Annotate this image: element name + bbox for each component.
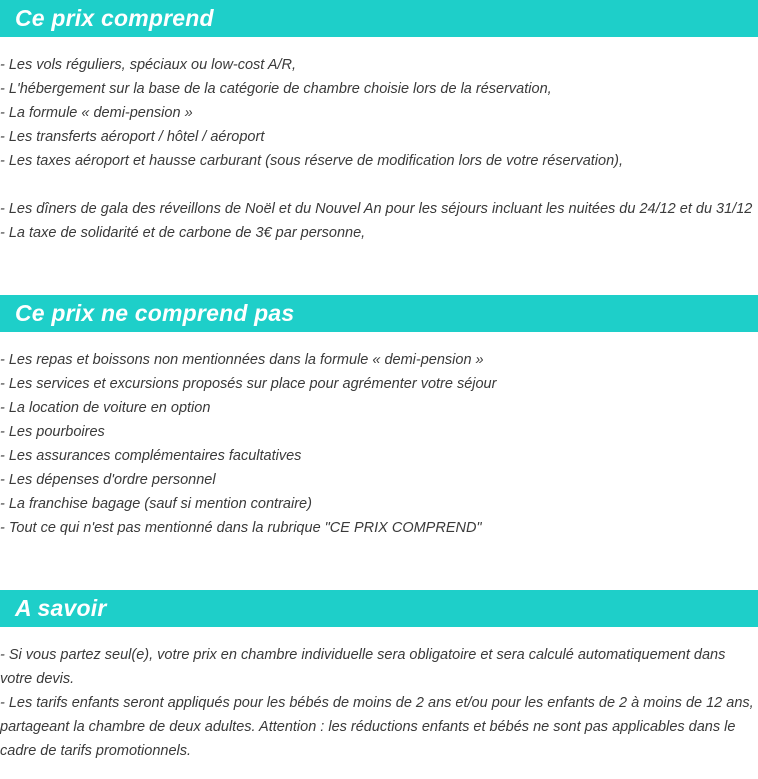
- list-item: - La location de voiture en option: [0, 400, 211, 416]
- section-title: A savoir: [15, 595, 107, 621]
- section-body: [0, 53, 758, 245]
- list-item: - Les services et excursions proposés sur place pour agrémenter votre séjour: [0, 376, 497, 392]
- list-item: - La taxe de solidarité et de carbone de 3€ par personne,: [0, 225, 366, 241]
- list-item: - Les dîners de gala des réveillons de Noël et du Nouvel An pour les séjours incluant les nuitées du 24/12 et du 31/12: [0, 201, 753, 217]
- list-item: - Tout ce qui n'est pas mentionné dans la rubrique "CE PRIX COMPREND": [0, 520, 482, 536]
- list-item: - L'hébergement sur la base de la catégorie de chambre choisie lors de la réservation,: [0, 81, 552, 97]
- section-prix-comprend: [0, 0, 758, 245]
- section-a-savoir: [0, 590, 758, 763]
- list-item: - La franchise bagage (sauf si mention contraire): [0, 496, 312, 512]
- spacer: [0, 173, 758, 197]
- list-item: - Les dépenses d'ordre personnel: [0, 472, 216, 488]
- section-body: [0, 348, 758, 540]
- section-title: Ce prix comprend: [15, 5, 214, 31]
- list-item: - Les pourboires: [0, 424, 105, 440]
- list-item: - Les transferts aéroport / hôtel / aéroport: [0, 129, 265, 145]
- list-item: - Si vous partez seul(e), votre prix en chambre individuelle sera obligatoire et sera calculé automatiquement dans votre devis.: [0, 647, 726, 687]
- section-prix-ne-comprend-pas: [0, 295, 758, 540]
- list-item: - Les vols réguliers, spéciaux ou low-cost A/R,: [0, 57, 297, 73]
- section-title: Ce prix ne comprend pas: [15, 300, 295, 326]
- list-item: - Les taxes aéroport et hausse carburant (sous réserve de modification lors de votre réservation),: [0, 153, 623, 169]
- list-item: - Les repas et boissons non mentionnées dans la formule « demi-pension »: [0, 352, 484, 368]
- section-body: [0, 643, 758, 763]
- list-item: - Les tarifs enfants seront appliqués pour les bébés de moins de 2 ans et/ou pour les enfants de 2 à moins de 12 ans, partageant la chambre de deux adultes. Attention : les réductions enfants et bébés ne sont pas applicables dans le cadre de tarifs promotionnels.: [0, 695, 754, 759]
- section-header: [0, 295, 758, 332]
- section-header: [0, 0, 758, 37]
- list-item: - Les assurances complémentaires facultatives: [0, 448, 302, 464]
- list-item: - La formule « demi-pension »: [0, 105, 193, 121]
- section-header: [0, 590, 758, 627]
